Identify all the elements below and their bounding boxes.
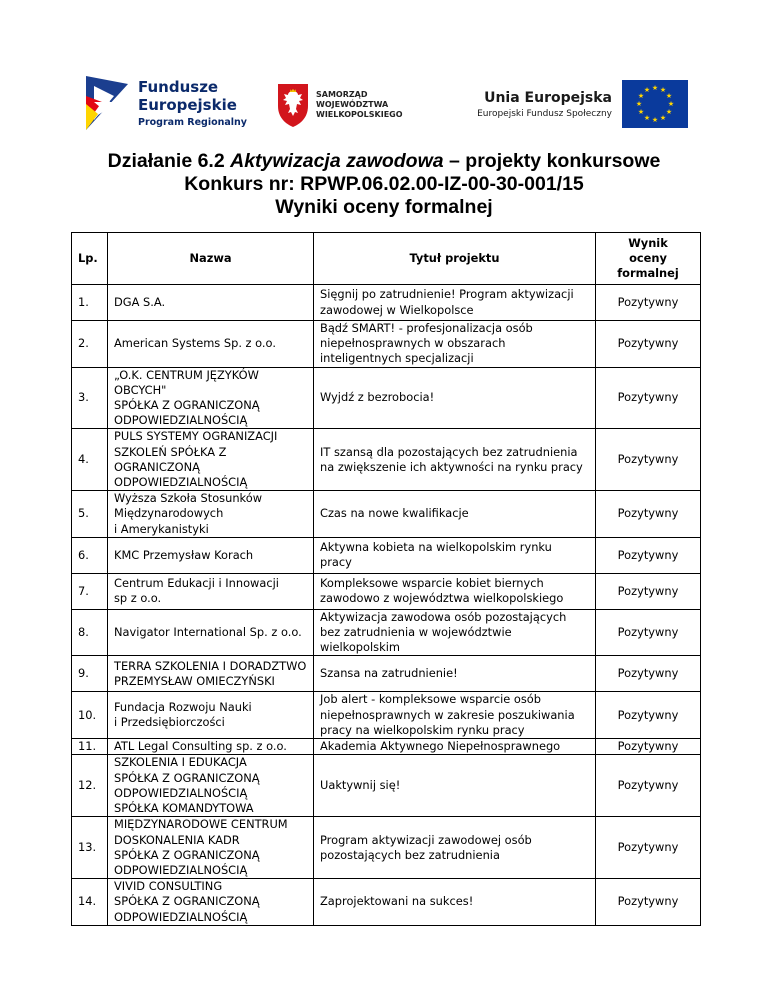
svg-text:★: ★ xyxy=(637,92,645,100)
svg-text:★: ★ xyxy=(637,108,645,116)
table-row xyxy=(72,537,701,573)
unia-line2: Europejski Fundusz Społeczny xyxy=(477,109,612,119)
fundusze-line2: Europejskie xyxy=(138,96,237,114)
row-name: Fundacja Rozwoju Nauki i Przedsiębiorczości xyxy=(108,692,314,739)
row-title: Szansa na zatrudnienie! xyxy=(314,656,596,692)
row-lp: 13. xyxy=(72,817,108,879)
row-name: SZKOLENIA I EDUKACJA SPÓŁKA Z OGRANICZONĄ ODPOWIEDZIALNOŚCIĄ SPÓŁKA KOMANDYTOWA xyxy=(108,755,314,817)
row-name: American Systems Sp. z o.o. xyxy=(108,321,314,368)
row-title: Zaprojektowani na sukces! xyxy=(314,879,596,926)
row-result: Pozytywny xyxy=(596,739,701,755)
row-result: Pozytywny xyxy=(596,817,701,879)
row-lp: 11. xyxy=(72,739,108,755)
row-title: Program aktywizacji zawodowej osób pozostających bez zatrudnienia xyxy=(314,817,596,879)
table-row xyxy=(72,755,701,817)
samorzad-wielkopolski-logo xyxy=(276,82,426,128)
row-lp: 2. xyxy=(72,321,108,368)
row-result: Pozytywny xyxy=(596,609,701,656)
page-title xyxy=(0,150,768,219)
svg-text:★: ★ xyxy=(651,84,659,92)
row-result: Pozytywny xyxy=(596,573,701,609)
row-result: Pozytywny xyxy=(596,285,701,321)
row-title: Akademia Aktywnego Niepełnosprawnego xyxy=(314,739,596,755)
row-result: Pozytywny xyxy=(596,656,701,692)
row-title: Bądź SMART! - profesjonalizacja osób niepełnosprawnych w obszarach inteligentnych specjalizacji xyxy=(314,321,596,368)
row-name: KMC Przemysław Korach xyxy=(108,537,314,573)
row-name: Wyższa Szkoła Stosunków Międzynarodowych i Amerykanistyki xyxy=(108,491,314,538)
table-row xyxy=(72,817,701,879)
row-name: DGA S.A. xyxy=(108,285,314,321)
row-title: IT szansą dla pozostających bez zatrudnienia na zwiększenie ich aktywności na rynku pracy xyxy=(314,429,596,491)
row-title: Aktywna kobieta na wielkopolskim rynku pracy xyxy=(314,537,596,573)
table-row xyxy=(72,491,701,538)
row-result: Pozytywny xyxy=(596,491,701,538)
title-line1: Działanie 6.2 Aktywizacja zawodowa – projekty konkursowe xyxy=(107,150,661,172)
row-name: VIVID CONSULTING SPÓŁKA Z OGRANICZONĄ ODPOWIEDZIALNOŚCIĄ xyxy=(108,879,314,926)
row-lp: 10. xyxy=(72,692,108,739)
fundusze-line3: Program Regionalny xyxy=(138,117,248,128)
table-row xyxy=(72,429,701,491)
row-lp: 6. xyxy=(72,537,108,573)
row-title: Sięgnij po zatrudnienie! Program aktywizacji zawodowej w Wielkopolsce xyxy=(314,285,596,321)
row-result: Pozytywny xyxy=(596,692,701,739)
svg-text:★: ★ xyxy=(635,100,643,108)
coat-of-arms-eagle-icon xyxy=(276,82,310,128)
svg-text:★: ★ xyxy=(659,86,667,94)
svg-text:★: ★ xyxy=(651,116,659,124)
row-name: PULS SYSTEMY OGRANIZACJI SZKOLEŃ SPÓŁKA Z OGRANICZONĄ ODPOWIEDZIALNOŚCIĄ xyxy=(108,429,314,491)
row-name: Centrum Edukacji i Innowacji sp z o.o. xyxy=(108,573,314,609)
row-title: Czas na nowe kwalifikacje xyxy=(314,491,596,538)
row-result: Pozytywny xyxy=(596,879,701,926)
header-lp: Lp. xyxy=(72,233,108,285)
row-result: Pozytywny xyxy=(596,321,701,368)
table-header-row xyxy=(72,233,701,285)
row-lp: 12. xyxy=(72,755,108,817)
row-title: Aktywizacja zawodowa osób pozostających bez zatrudnienia w województwie wielkopolskim xyxy=(314,609,596,656)
svg-text:★: ★ xyxy=(665,92,673,100)
svg-text:★: ★ xyxy=(665,108,673,116)
svg-text:★: ★ xyxy=(643,86,651,94)
row-lp: 5. xyxy=(72,491,108,538)
table-row xyxy=(72,367,701,429)
table-row xyxy=(72,573,701,609)
row-title: Job alert - kompleksowe wsparcie osób niepełnosprawnych w zakresie poszukiwania pracy na wielkopolskim rynku pracy xyxy=(314,692,596,739)
row-title: Uaktywnij się! xyxy=(314,755,596,817)
row-title: Kompleksowe wsparcie kobiet biernych zawodowo z województwa wielkopolskiego xyxy=(314,573,596,609)
table-row xyxy=(72,285,701,321)
row-name: MIĘDZYNARODOWE CENTRUM DOSKONALENIA KADR SPÓŁKA Z OGRANICZONĄ ODPOWIEDZIALNOŚCIĄ xyxy=(108,817,314,879)
svg-text:★: ★ xyxy=(667,100,675,108)
table-row xyxy=(72,656,701,692)
header-name: Nazwa xyxy=(108,233,314,285)
table-row xyxy=(72,739,701,755)
header-title: Tytuł projektu xyxy=(314,233,596,285)
row-lp: 14. xyxy=(72,879,108,926)
table-row xyxy=(72,609,701,656)
table-row xyxy=(72,879,701,926)
row-name: Navigator International Sp. z o.o. xyxy=(108,609,314,656)
row-lp: 3. xyxy=(72,367,108,429)
row-lp: 8. xyxy=(72,609,108,656)
row-result: Pozytywny xyxy=(596,755,701,817)
row-name: ATL Legal Consulting sp. z o.o. xyxy=(108,739,314,755)
row-result: Pozytywny xyxy=(596,367,701,429)
row-result: Pozytywny xyxy=(596,429,701,491)
svg-text:★: ★ xyxy=(659,114,667,122)
row-result: Pozytywny xyxy=(596,537,701,573)
fundusze-europejskie-logo xyxy=(84,74,254,132)
table-body xyxy=(72,285,701,926)
title-line2: Konkurs nr: RPWP.06.02.00-IZ-00-30-001/15 xyxy=(184,173,584,195)
samorzad-line1: SAMORZĄD WOJEWÓDZTWA xyxy=(316,90,389,109)
samorzad-line2: WIELKOPOLSKIEGO xyxy=(316,110,403,119)
eu-flag-icon xyxy=(622,80,688,128)
results-table xyxy=(71,232,701,926)
row-name: „O.K. CENTRUM JĘZYKÓW OBCYCH" SPÓŁKA Z OGRANICZONĄ ODPOWIEDZIALNOŚCIĄ xyxy=(108,367,314,429)
table-row xyxy=(72,321,701,368)
fundusze-line1: Fundusze xyxy=(138,78,219,96)
unia-line1: Unia Europejska xyxy=(484,90,612,106)
svg-text:★: ★ xyxy=(643,114,651,122)
title-line3: Wyniki oceny formalnej xyxy=(275,196,493,218)
row-lp: 7. xyxy=(72,573,108,609)
header-result: Wynik oceny formalnej xyxy=(596,233,701,285)
table-row xyxy=(72,692,701,739)
row-lp: 4. xyxy=(72,429,108,491)
row-title: Wyjdź z bezrobocia! xyxy=(314,367,596,429)
row-name: TERRA SZKOLENIA I DORADZTWO PRZEMYSŁAW OMIECZYŃSKI xyxy=(108,656,314,692)
row-lp: 1. xyxy=(72,285,108,321)
fundusze-europejskie-emblem-icon xyxy=(84,74,134,132)
unia-europejska-logo xyxy=(456,80,688,130)
row-lp: 9. xyxy=(72,656,108,692)
